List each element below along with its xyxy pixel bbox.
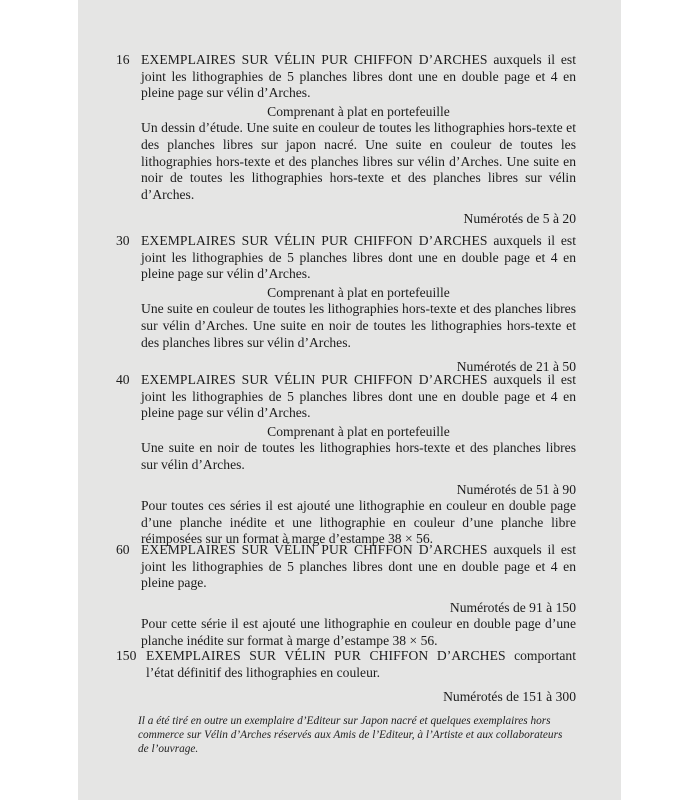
edition-count: 16	[116, 52, 130, 67]
edition-count: 60	[116, 542, 130, 557]
edition-title: EXEMPLAIRES SUR VÉLIN PUR CHIFFON D’ARCHES	[141, 233, 488, 248]
numbering: Numérotés de 151 à 300	[443, 689, 576, 705]
edition-description: auxquels il est joint les lithographies de 5 planches libres dont une en double page et 4 en pleine page.	[141, 542, 576, 591]
edition-description: auxquels il est joint les lithographies de 5 planches libres dont une en double page et 4 en pleine page sur vélin d’Arches.	[141, 233, 576, 282]
edition-description: auxquels il est joint les lithographies de 5 planches libres dont une en double page et 4 en pleine page sur vélin d’Arches.	[141, 372, 576, 421]
numbering: Numérotés de 5 à 20	[463, 211, 576, 227]
edition-entry-150	[116, 648, 576, 706]
edition-count: 40	[116, 372, 130, 387]
portfolio-heading: Comprenant à plat en portefeuille	[267, 423, 450, 439]
edition-description: auxquels il est joint les lithographies de 5 planches libres dont une en double page et 4 en pleine page sur vélin d’Arches.	[141, 52, 576, 101]
series-note: Pour toutes ces séries il est ajouté une lithographie en couleur en double page d’une planche inédite et une lithographie en couleur d’une planche libre réimposées sur un format à marge d’estampe 38 × 56.	[141, 498, 576, 547]
portfolio-heading: Comprenant à plat en portefeuille	[267, 284, 450, 300]
document-page	[78, 0, 621, 800]
edition-title: EXEMPLAIRES SUR VÉLIN PUR CHIFFON D’ARCHES	[146, 648, 506, 663]
edition-entry-60	[116, 542, 576, 650]
edition-entry-16	[116, 52, 576, 228]
edition-count: 30	[116, 233, 130, 248]
numbering: Numérotés de 21 à 50	[456, 359, 576, 375]
colophon-note: Il a été tiré en outre un exemplaire d’Editeur sur Japon nacré et quelques exemplaires hors commerce sur Vélin d’Arches réservés aux Amis de l’Editeur, à l’Artiste et aux collaborateurs de l’ouvrage.	[138, 715, 563, 755]
numbering: Numérotés de 51 à 90	[456, 481, 576, 497]
portfolio-heading: Comprenant à plat en portefeuille	[267, 103, 450, 119]
edition-description: comportant l’état définitif des lithographies en couleur.	[146, 648, 576, 680]
edition-title: EXEMPLAIRES SUR VÉLIN PUR CHIFFON D’ARCHES	[141, 52, 488, 67]
portfolio-contents: Une suite en noir de toutes les lithographies hors-texte et des planches libres sur vélin d’Arches.	[141, 440, 576, 472]
edition-title: EXEMPLAIRES SUR VÉLIN PUR CHIFFON D’ARCHES	[141, 542, 488, 557]
edition-count: 150	[116, 648, 137, 663]
series-note: Pour cette série il est ajouté une lithographie en couleur en double page d’une planche inédite sur format à marge d’estampe 38 × 56.	[141, 616, 576, 648]
edition-entry-30	[116, 233, 576, 376]
edition-entry-40	[116, 372, 576, 548]
edition-title: EXEMPLAIRES SUR VÉLIN PUR CHIFFON D’ARCHES	[141, 372, 488, 387]
portfolio-contents: Une suite en couleur de toutes les lithographies hors-texte et des planches libres sur vélin d’Arches. Une suite en noir de toutes les lithographies hors-texte et des planches libres sur vélin d’Arches.	[141, 301, 576, 350]
portfolio-contents: Un dessin d’étude. Une suite en couleur de toutes les lithographies hors-texte et des planches libres sur japon nacré. Une suite en couleur de toutes les lithographies hors-texte et des planches libres sur vélin d’Arches. Une suite en noir de toutes les lithographies hors-texte et des planches libres sur vélin d’Arches.	[141, 120, 576, 202]
numbering: Numérotés de 91 à 150	[449, 599, 576, 615]
